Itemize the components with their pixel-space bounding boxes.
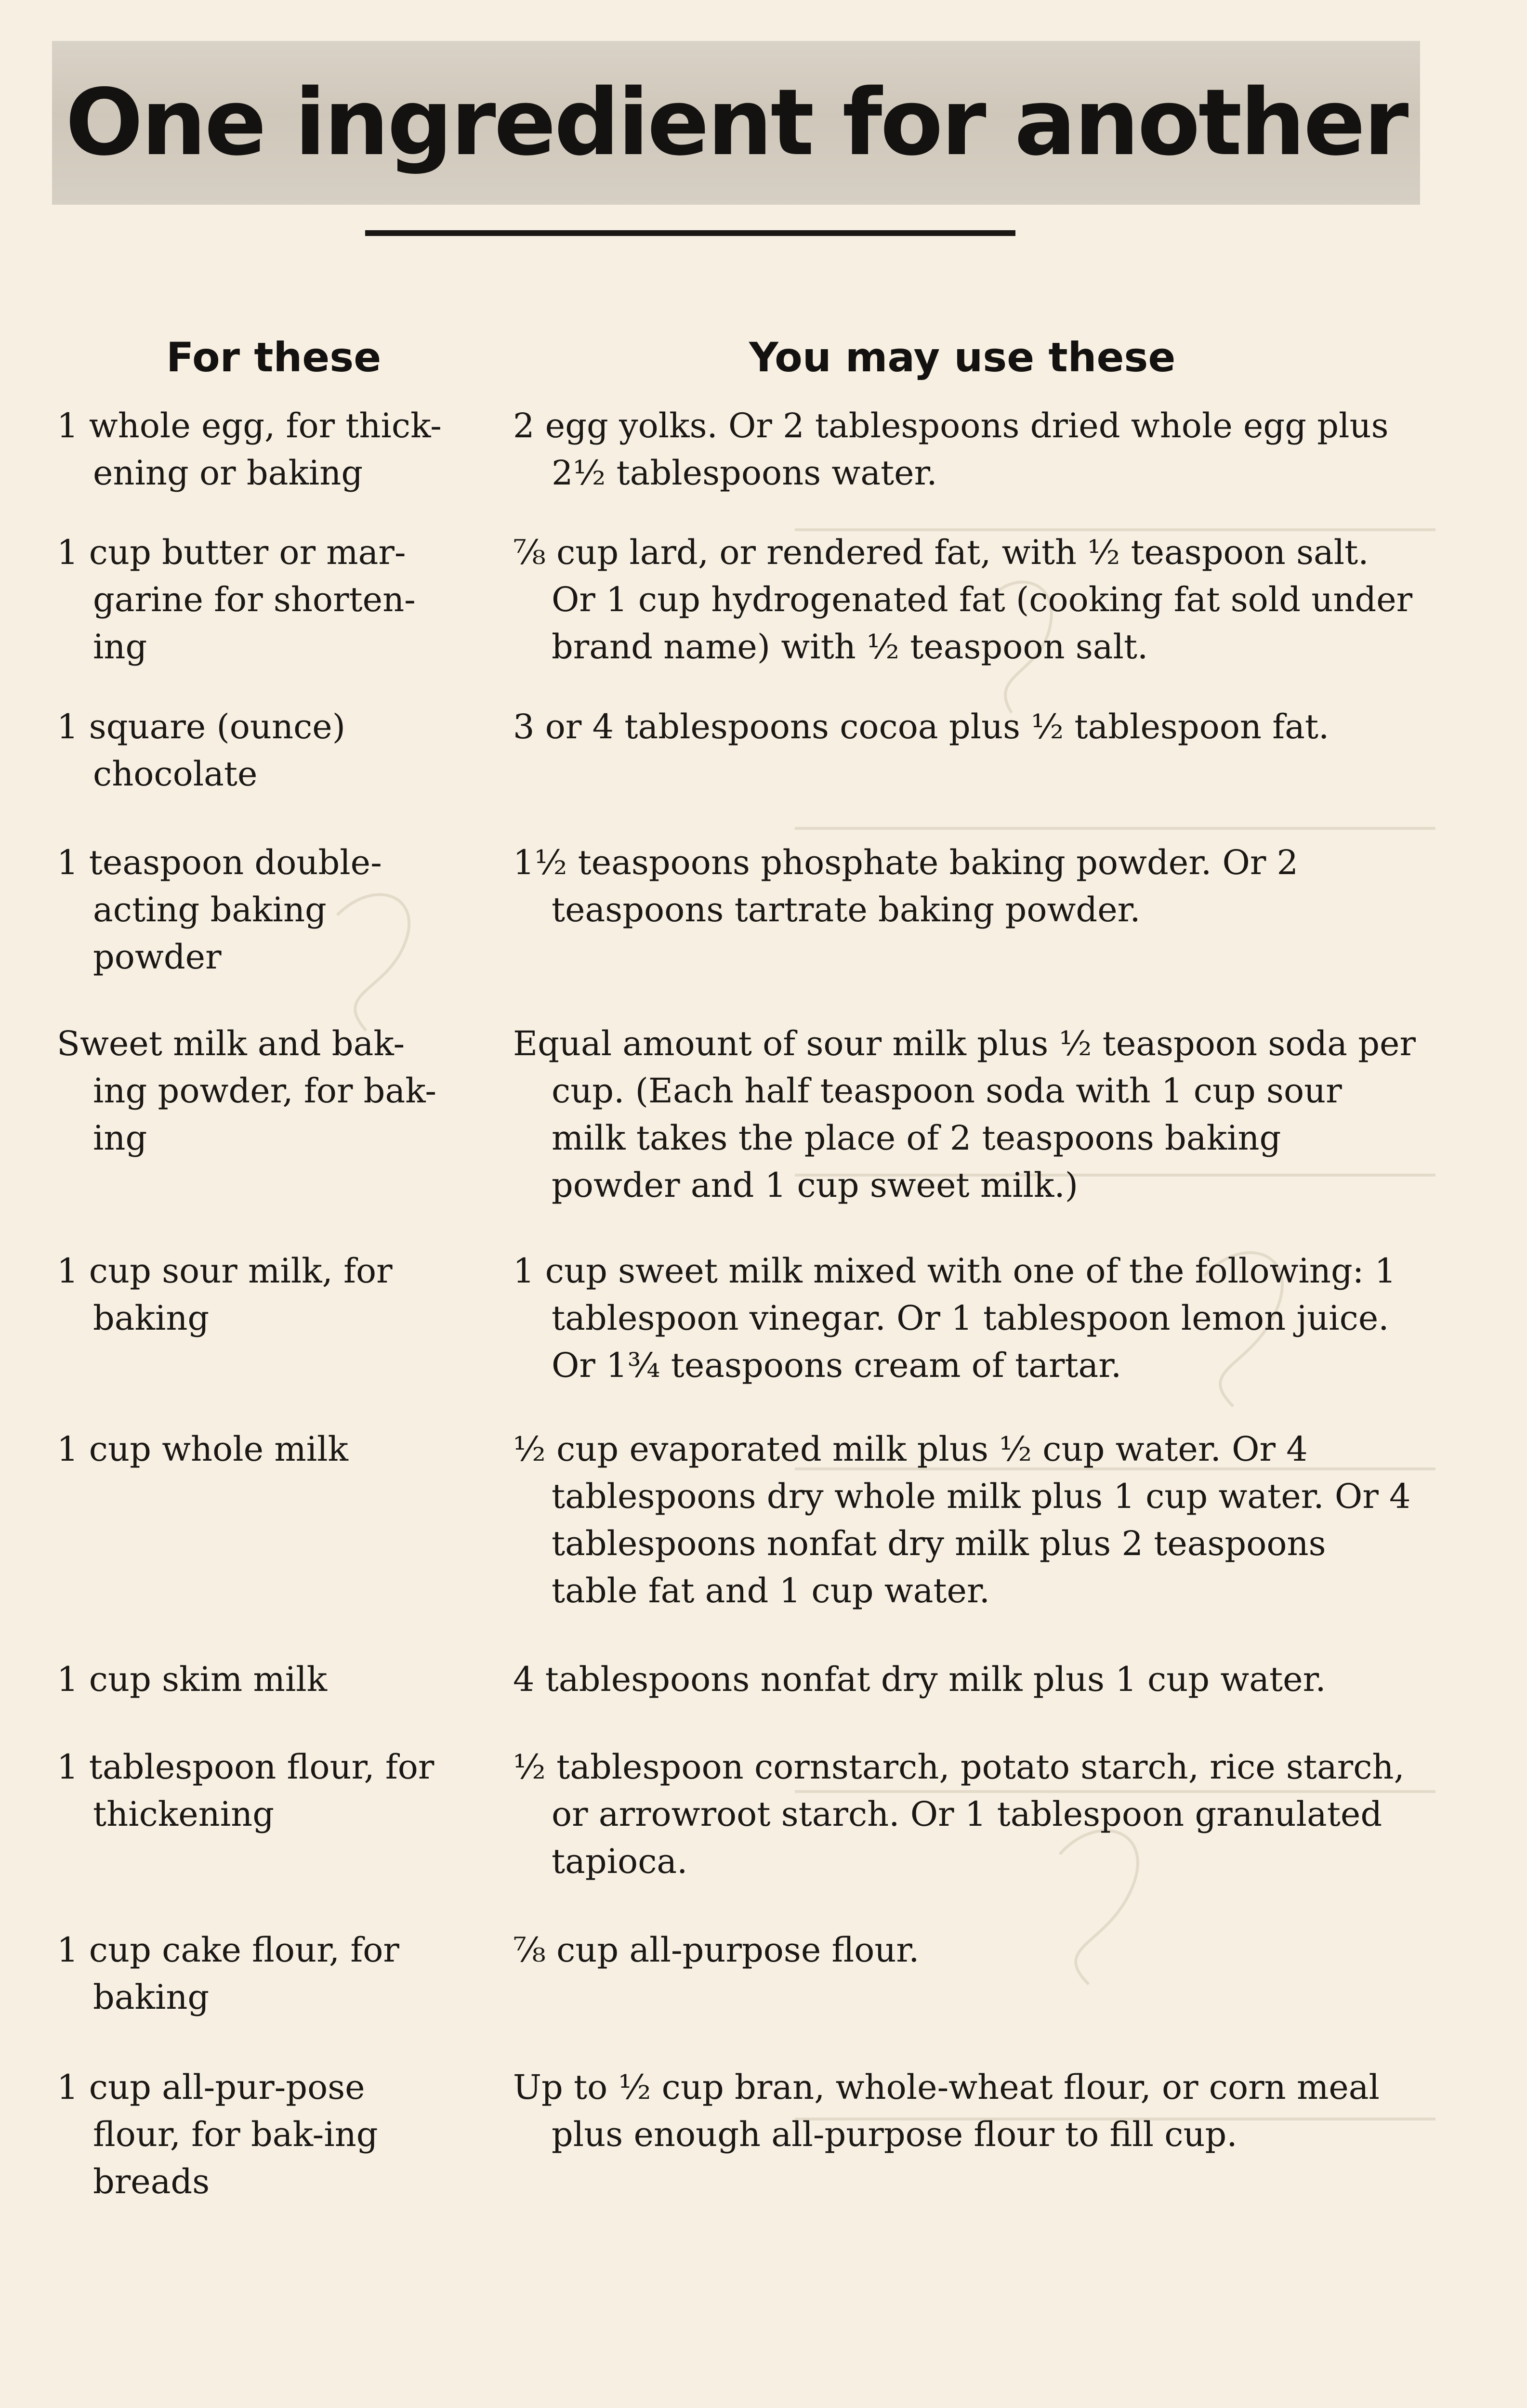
substitute-cell: 1 cup sweet milk mixed with one of the following: 1 tablespoon vinegar. Or 1 tablespoon lemon juice. Or 1¾ teaspoons cream of tartar. [513,1251,1396,1385]
ingredient-cell: 1 square (ounce) chocolate [57,707,346,794]
ingredient-cell: 1 cup all-pur-pose flour, for bak-ing breads [57,2068,378,2201]
substitute-cell: Up to ½ cup bran, whole-wheat flour, or corn meal plus enough all-purpose flour to fill cup. [513,2068,1380,2154]
ingredient-cell: 1 tablespoon flour, for thickening [57,1747,434,1834]
ingredient-cell: Sweet milk and bak-ing powder, for bak-ing [57,1024,437,1158]
column-header-you-may-use: You may use these [749,334,1176,381]
substitute-cell: 3 or 4 tablespoons cocoa plus ½ tablespoon fat. [513,707,1330,746]
ingredient-cell: 1 cup butter or mar-garine for shorten-ing [57,533,416,667]
page-title: One ingredient for another [65,69,1407,176]
ingredient-cell: 1 whole egg, for thick-ening or baking [57,406,442,493]
substitute-cell: ⅞ cup all-purpose flour. [513,1930,920,1970]
substitute-cell: Equal amount of sour milk plus ½ teaspoon soda per cup. (Each half teaspoon soda with 1 cup sour milk takes the place of 2 teaspoons baking powder and 1 cup sweet milk.) [513,1024,1416,1205]
ingredient-cell: 1 teaspoon double-acting baking powder [57,843,382,977]
substitute-cell: 2 egg yolks. Or 2 tablespoons dried whole egg plus 2½ tablespoons water. [513,406,1389,493]
ingredient-cell: 1 cup skim milk [57,1660,328,1699]
column-header-for-these: For these [166,334,382,381]
substitute-cell: ½ cup evaporated milk plus ½ cup water. Or 4 tablespoons dry whole milk plus 1 cup water. Or 4 tablespoons nonfat dry milk plus 2 teaspoons table fat and 1 cup water. [513,1429,1411,1610]
substitute-cell: 4 tablespoons nonfat dry milk plus 1 cup water. [513,1660,1326,1699]
substitute-cell: ½ tablespoon cornstarch, potato starch, rice starch, or arrowroot starch. Or 1 tablespoon granulated tapioca. [513,1747,1405,1881]
ingredient-cell: 1 cup whole milk [57,1429,348,1469]
substitute-cell: ⅞ cup lard, or rendered fat, with ½ teaspoon salt. Or 1 cup hydrogenated fat (cooking fat sold under brand name) with ½ teaspoon salt. [513,533,1413,667]
ingredient-cell: 1 cup sour milk, for baking [57,1251,393,1338]
substitute-cell: 1½ teaspoons phosphate baking powder. Or 2 teaspoons tartrate baking powder. [513,843,1299,929]
ingredient-cell: 1 cup cake flour, for baking [57,1930,399,2017]
